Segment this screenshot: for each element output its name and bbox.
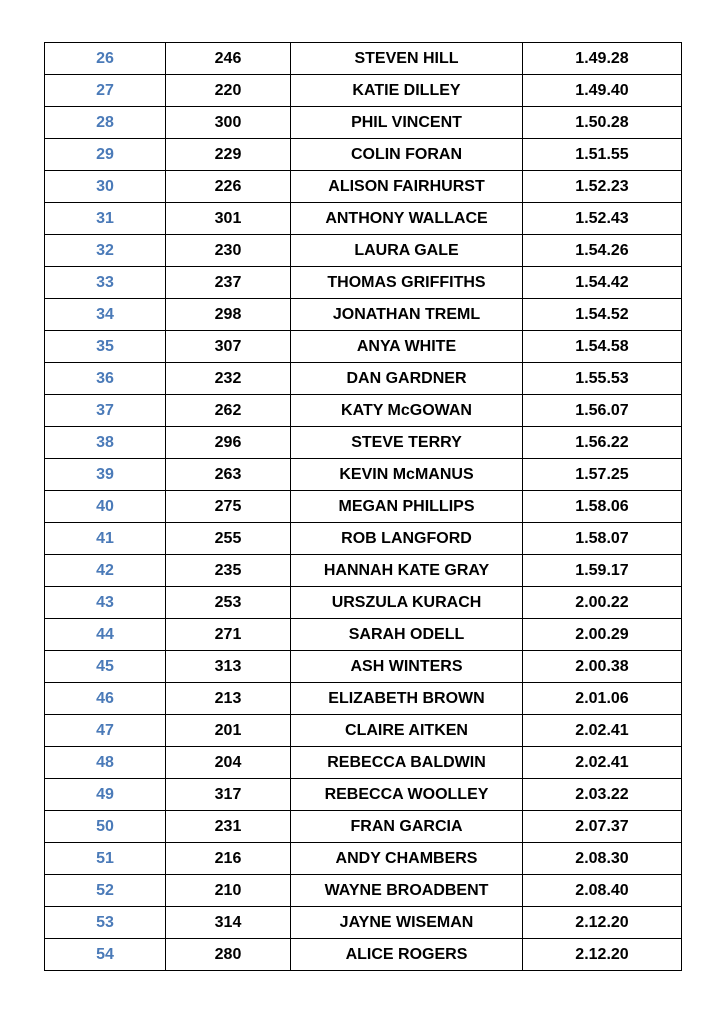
table-row [45,459,682,491]
position-cell: 51 [45,843,166,875]
position-cell: 32 [45,235,166,267]
position-cell: 28 [45,107,166,139]
results-table-body [45,43,682,971]
finish-time-cell: 1.54.42 [523,267,682,299]
runner-name-cell: ALICE ROGERS [291,939,523,971]
runner-name-cell: LAURA GALE [291,235,523,267]
position-cell: 46 [45,683,166,715]
bib-number-cell: 246 [166,43,291,75]
bib-number-cell: 216 [166,843,291,875]
bib-number-cell: 235 [166,555,291,587]
bib-number-cell: 300 [166,107,291,139]
runner-name-cell: ELIZABETH BROWN [291,683,523,715]
finish-time-cell: 1.50.28 [523,107,682,139]
position-cell: 36 [45,363,166,395]
runner-name-cell: REBECCA BALDWIN [291,747,523,779]
position-cell: 27 [45,75,166,107]
finish-time-cell: 1.49.40 [523,75,682,107]
bib-number-cell: 213 [166,683,291,715]
finish-time-cell: 1.57.25 [523,459,682,491]
bib-number-cell: 307 [166,331,291,363]
table-row [45,299,682,331]
bib-number-cell: 220 [166,75,291,107]
table-row [45,907,682,939]
finish-time-cell: 1.58.07 [523,523,682,555]
position-cell: 37 [45,395,166,427]
bib-number-cell: 275 [166,491,291,523]
position-cell: 49 [45,779,166,811]
position-cell: 47 [45,715,166,747]
runner-name-cell: THOMAS GRIFFITHS [291,267,523,299]
runner-name-cell: ROB LANGFORD [291,523,523,555]
table-row [45,715,682,747]
bib-number-cell: 313 [166,651,291,683]
table-row [45,395,682,427]
bib-number-cell: 201 [166,715,291,747]
table-row [45,491,682,523]
position-cell: 50 [45,811,166,843]
table-row [45,651,682,683]
position-cell: 41 [45,523,166,555]
finish-time-cell: 2.07.37 [523,811,682,843]
results-table [44,42,682,971]
bib-number-cell: 231 [166,811,291,843]
bib-number-cell: 317 [166,779,291,811]
runner-name-cell: ANDY CHAMBERS [291,843,523,875]
position-cell: 42 [45,555,166,587]
finish-time-cell: 2.12.20 [523,907,682,939]
position-cell: 40 [45,491,166,523]
table-row [45,203,682,235]
runner-name-cell: KATIE DILLEY [291,75,523,107]
bib-number-cell: 226 [166,171,291,203]
finish-time-cell: 2.12.20 [523,939,682,971]
runner-name-cell: COLIN FORAN [291,139,523,171]
finish-time-cell: 1.54.58 [523,331,682,363]
table-row [45,235,682,267]
table-row [45,683,682,715]
runner-name-cell: HANNAH KATE GRAY [291,555,523,587]
runner-name-cell: STEVEN HILL [291,43,523,75]
position-cell: 53 [45,907,166,939]
table-row [45,523,682,555]
finish-time-cell: 2.00.22 [523,587,682,619]
bib-number-cell: 271 [166,619,291,651]
position-cell: 39 [45,459,166,491]
table-row [45,747,682,779]
runner-name-cell: ALISON FAIRHURST [291,171,523,203]
runner-name-cell: STEVE TERRY [291,427,523,459]
runner-name-cell: WAYNE BROADBENT [291,875,523,907]
finish-time-cell: 1.49.28 [523,43,682,75]
position-cell: 54 [45,939,166,971]
runner-name-cell: FRAN GARCIA [291,811,523,843]
table-row [45,555,682,587]
finish-time-cell: 1.56.07 [523,395,682,427]
position-cell: 48 [45,747,166,779]
position-cell: 45 [45,651,166,683]
table-row [45,587,682,619]
table-row [45,811,682,843]
finish-time-cell: 2.02.41 [523,715,682,747]
position-cell: 38 [45,427,166,459]
position-cell: 52 [45,875,166,907]
runner-name-cell: JAYNE WISEMAN [291,907,523,939]
table-row [45,107,682,139]
position-cell: 30 [45,171,166,203]
finish-time-cell: 2.03.22 [523,779,682,811]
finish-time-cell: 2.00.38 [523,651,682,683]
table-row [45,331,682,363]
bib-number-cell: 253 [166,587,291,619]
runner-name-cell: ANYA WHITE [291,331,523,363]
runner-name-cell: MEGAN PHILLIPS [291,491,523,523]
bib-number-cell: 296 [166,427,291,459]
bib-number-cell: 204 [166,747,291,779]
table-row [45,363,682,395]
position-cell: 29 [45,139,166,171]
bib-number-cell: 301 [166,203,291,235]
runner-name-cell: CLAIRE AITKEN [291,715,523,747]
runner-name-cell: PHIL VINCENT [291,107,523,139]
bib-number-cell: 280 [166,939,291,971]
finish-time-cell: 1.55.53 [523,363,682,395]
bib-number-cell: 230 [166,235,291,267]
runner-name-cell: SARAH ODELL [291,619,523,651]
runner-name-cell: ANTHONY WALLACE [291,203,523,235]
bib-number-cell: 210 [166,875,291,907]
finish-time-cell: 2.02.41 [523,747,682,779]
table-row [45,139,682,171]
finish-time-cell: 1.52.23 [523,171,682,203]
table-row [45,843,682,875]
finish-time-cell: 1.54.26 [523,235,682,267]
bib-number-cell: 232 [166,363,291,395]
bib-number-cell: 298 [166,299,291,331]
runner-name-cell: ASH WINTERS [291,651,523,683]
runner-name-cell: REBECCA WOOLLEY [291,779,523,811]
finish-time-cell: 1.51.55 [523,139,682,171]
runner-name-cell: DAN GARDNER [291,363,523,395]
finish-time-cell: 1.54.52 [523,299,682,331]
table-row [45,875,682,907]
finish-time-cell: 2.08.30 [523,843,682,875]
position-cell: 44 [45,619,166,651]
bib-number-cell: 263 [166,459,291,491]
finish-time-cell: 2.08.40 [523,875,682,907]
finish-time-cell: 2.01.06 [523,683,682,715]
table-row [45,75,682,107]
table-row [45,939,682,971]
position-cell: 35 [45,331,166,363]
position-cell: 43 [45,587,166,619]
finish-time-cell: 1.59.17 [523,555,682,587]
finish-time-cell: 1.52.43 [523,203,682,235]
finish-time-cell: 2.00.29 [523,619,682,651]
position-cell: 26 [45,43,166,75]
runner-name-cell: KEVIN McMANUS [291,459,523,491]
table-row [45,619,682,651]
table-row [45,171,682,203]
position-cell: 31 [45,203,166,235]
bib-number-cell: 262 [166,395,291,427]
table-row [45,427,682,459]
runner-name-cell: JONATHAN TREML [291,299,523,331]
finish-time-cell: 1.56.22 [523,427,682,459]
table-row [45,779,682,811]
runner-name-cell: URSZULA KURACH [291,587,523,619]
runner-name-cell: KATY McGOWAN [291,395,523,427]
bib-number-cell: 237 [166,267,291,299]
bib-number-cell: 255 [166,523,291,555]
bib-number-cell: 229 [166,139,291,171]
finish-time-cell: 1.58.06 [523,491,682,523]
table-row [45,267,682,299]
table-row [45,43,682,75]
position-cell: 33 [45,267,166,299]
bib-number-cell: 314 [166,907,291,939]
position-cell: 34 [45,299,166,331]
